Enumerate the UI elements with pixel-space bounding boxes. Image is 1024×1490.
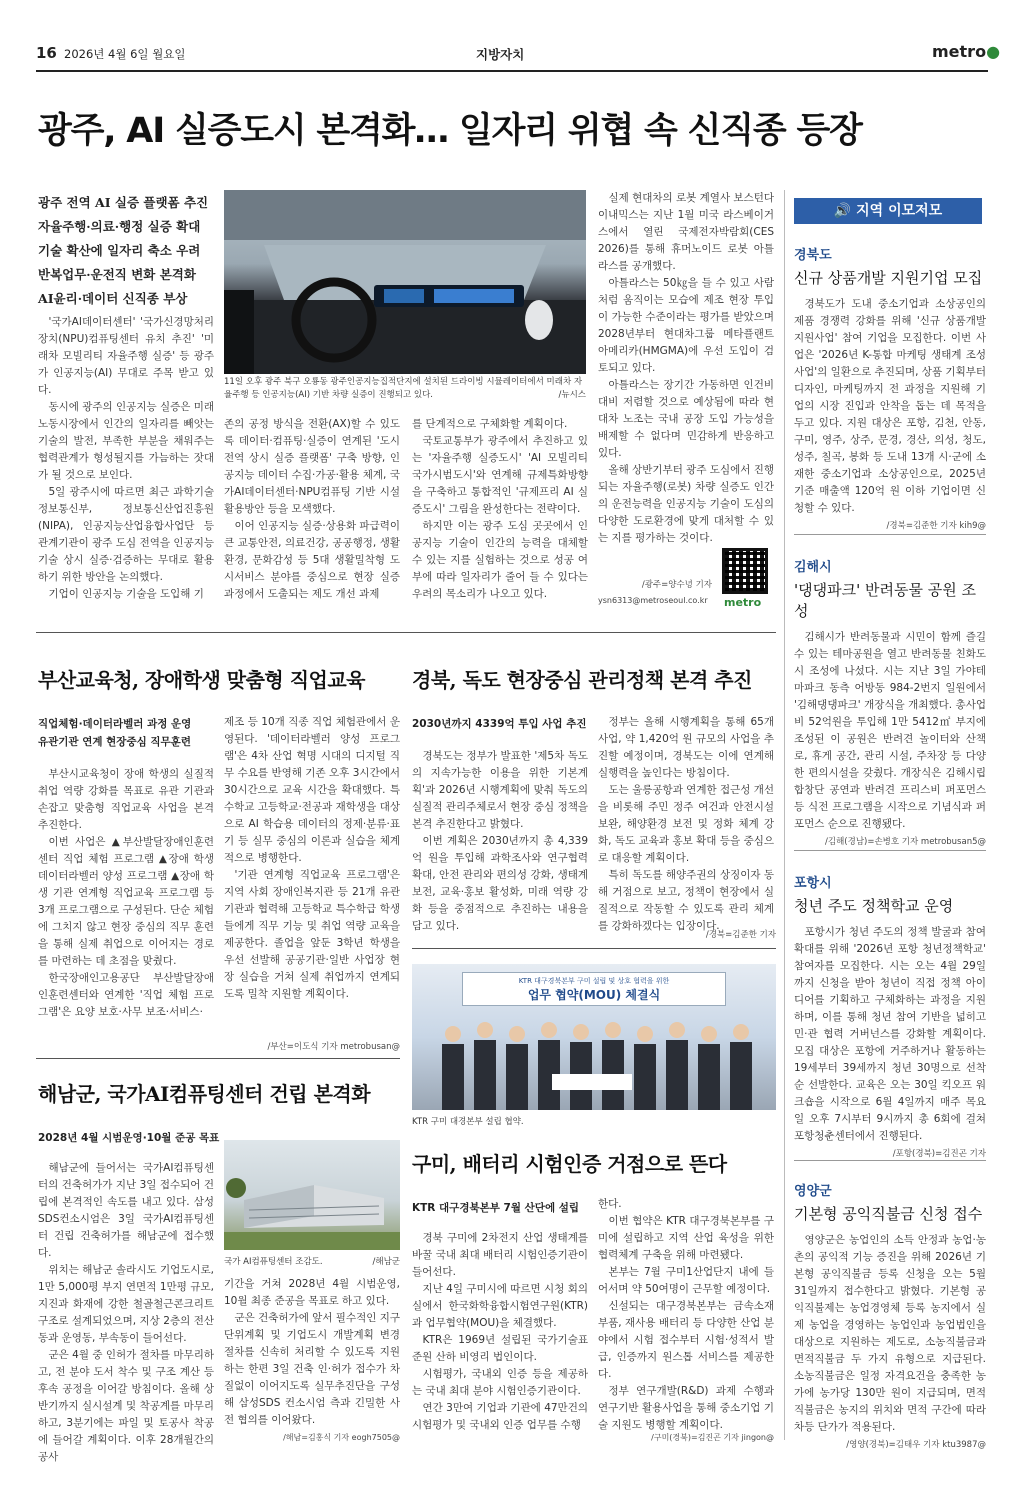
speaker-icon: 🔊	[833, 203, 852, 219]
sidebar-separator	[784, 190, 785, 1440]
haenam-column-1	[38, 1160, 214, 1466]
sidebar-divider	[794, 850, 986, 851]
gumi-subhead: KTR 대구경북본부 7월 산단에 설립	[412, 1202, 580, 1214]
busan-subhead-2: 유관기관 연계 현장중심 직무훈련	[38, 736, 191, 748]
lead-byline: /광주=양수녕 기자	[641, 580, 712, 590]
paragraph: 경북도는 정부가 발표한 '제5차 독도의 지속가능한 이용을 위한 기본계획'과 2026년 시행계획에 맞춰 독도의 실질적 관리주체로서 현장 중심 정책을 본격 추진한다고 밝혔다.	[412, 750, 588, 830]
sidebar-item-title: 청년 주도 정책학교 운영	[794, 897, 954, 915]
paragraph: 한다.	[598, 1198, 622, 1210]
paragraph: 아틀라스는 장기간 가동하면 인건비 대비 저렴할 것으로 예상됨에 따라 현대차 노조는 국내 공장 도입 가능성을 배제할 수 없다며 민감하게 반응하고 있다.	[598, 379, 774, 459]
lead-column-2	[224, 416, 400, 603]
busan-headline: 부산교육청, 장애학생 맞춤형 직업교육	[38, 668, 365, 692]
sidebar-item-byline: /김해(경남)=손병호 기자 metrobusan5@	[825, 837, 986, 847]
sidebar-item	[794, 556, 986, 847]
haenam-caption: 국가 AI컴퓨팅센터 조감도. /해남군	[224, 1257, 400, 1267]
paragraph: 이번 사업은 ▲부산발달장애인훈련센터 직업 체험 프로그램 ▲장애 학생 데이터라벨러 양성 프로그램 ▲장애 학생 기관 연계형 직업교육 프로그램 등 3개 프로그램으로 구성된다. 단순 체험에 그치지 않고 현장 중심의 직무 훈련을 통해 실제 취업으로 이어지는 경로를 마련하는 데 초점을 맞췄다.	[38, 836, 214, 967]
sidebar-item	[794, 244, 986, 531]
sidebar-item-region: 경북도	[794, 248, 832, 263]
paragraph: 연간 3만여 기업과 기관에 47만건의 시험평가 및 국내외 인증 업무를 수행	[412, 1402, 588, 1431]
paragraph: 기업이 인공지능 기술을 도입해 기	[48, 588, 204, 600]
page-header	[36, 40, 1001, 70]
busan-bottom-rule	[36, 1058, 400, 1059]
haenam-subhead: 2028년 4월 시범운영·10월 준공 목표	[38, 1132, 220, 1144]
paragraph: 해남군에 들어서는 국가AI컴퓨팅센터의 건축허가가 지난 3일 접수되어 건립에 본격적인 속도를 내고 있다. 삼성SDS컨소시엄은 3일 국가AI컴퓨팅센터 건립 건축허가를 해남군에 접수했다.	[38, 1162, 214, 1259]
gumi-byline: /구미(경북)=김진곤 기자 jingon@	[651, 1433, 774, 1442]
paragraph: '기관 연계형 직업교육 프로그램'은 지역 사회 장애인복지관 등 21개 유관 기관과 협력해 고등학교 특수학급 학생들에게 직무 기능 및 취업 역량 교육을 제공한다. 졸업을 앞둔 3학년 학생을 우선 선발해 공공기관·일반 사업장 현장 실습을 거쳐 실제 취업까지 연계되도록 밀착 지원할 계획이다.	[224, 869, 400, 1000]
mou-banner	[462, 972, 726, 1006]
sidebar-item-body: 경북도가 도내 중소기업과 소상공인의 제품 경쟁력 강화를 위해 '신규 상품개발 지원사업' 참여 기업을 모집한다. 이번 사업은 '2026년 K-통합 마케팅 생태계 조성사업'의 일환으로 추진되며, 상품 기획부터 디자인, 마케팅까지 전 과정을 지원해 기업의 시장 진입과 안착을 돕는 데 목적을 두고 있다. 지원 대상은 포항, 김천, 안동, 구미, 영주, 상주, 문경, 경산, 의성, 청도, 성주, 칠곡, 봉화 등 도내 13개 시·군에 소재한 중소기업과 소상공인으로, 2025년 기준 매출액 120억 원 이하 기업이면 신청할 수 있다.	[794, 298, 987, 514]
busan-column-1	[38, 766, 214, 1021]
sidebar-item-body: 포항시가 청년 주도의 정책 발굴과 참여 확대를 위해 '2026년 포항 청년정책학교' 참여자를 모집한다. 시는 오는 4월 29일까지 신청을 받아 청년이 직접 정책 아이디어를 기획하고 구체화하는 과정을 지원하며, 이를 통해 청년 참여 기반을 넓히고 민·관 협력 거버넌스를 강화할 계획이다. 모집 대상은 포항에 거주하거나 활동하는 19세부터 39세까지 청년 30명으로 선착순 선발한다. 교육은 오는 30일 킥오프 워크숍을 시작으로 6월 4일까지 매주 목요일 오후 7시부터 9시까지 총 6회에 걸쳐 포항청춘센터에서 진행된다.	[794, 926, 986, 1142]
paragraph: 아틀라스는 50㎏을 들 수 있고 사람처럼 움직이는 모습에 제조 현장 투입이 가능한 수준이라는 평가를 받았으며 2028년부터 현대차그룹 메타플랜트 아메리카(HMGMA)에 우선 도입이 검토되고 있다.	[598, 277, 774, 374]
sidebar-divider	[794, 1160, 986, 1161]
lead-subheads	[38, 191, 214, 311]
sidebar-item-byline: /영양(경북)=김태우 기자 ktu3987@	[846, 1440, 986, 1450]
qr-code[interactable]	[722, 548, 768, 594]
gumi-column-1	[412, 1230, 588, 1434]
section-name: 지방자치	[476, 47, 525, 62]
gumi-mou-photo	[412, 964, 776, 1110]
paragraph: 국토교통부가 광주에서 추진하고 있는 '자율주행 실증도시' 'AI 모빌리티 국가시범도시'와 연계해 규제특화방향을 구축하고 통합적인 '규제프리 AI 실증도시' 그림을 완성한다는 전략이다.	[412, 435, 588, 515]
paragraph: KTR은 1969년 설립된 국가기술표준원 산하 비영리 법인이다.	[412, 1334, 588, 1363]
lead-column-3	[412, 416, 588, 603]
paragraph: 도는 울릉공항과 연계한 접근성 개선을 비롯해 주민 정주 여건과 안전시설 보완, 해양환경 보전 및 정화 체계 강화, 독도 교육과 홍보 확대 등을 중심으로 대응할 계획이다.	[598, 784, 774, 864]
lead-subhead: 자율주행·의료·행정 실증 확대	[38, 219, 201, 234]
dokdo-subhead: 2030년까지 4339억 투입 사업 추진	[412, 718, 587, 730]
paragraph: 군은 4월 중 인허가 절차를 마무리하고, 전 분야 도서 착수 및 구조 계산 등 후속 공정을 이어갈 방침이다. 올해 상반기까지 실시설계 및 착공계를 마무리하고, 3분기에는 파일 및 토공사 착공에 들어갈 계획이다. 이후 28개월간의 공사	[38, 1349, 214, 1463]
paragraph: 기간을 거쳐 2028년 4월 시범운영, 10월 최종 준공을 목표로 하고 있다.	[224, 1278, 400, 1307]
busan-byline: /부산=이도식 기자 metrobusan@	[267, 1042, 400, 1052]
paragraph: 정부 연구개발(R&D) 과제 수행과 연구기반 활용사업을 통해 중소기업 기술 지원도 병행할 계획이다.	[598, 1385, 774, 1431]
paragraph: 정부는 올해 시행계획을 통해 65개 사업, 약 1,420억 원 규모의 사업을 추진할 예정이며, 경북도는 이에 연계해 실행력을 높인다는 방침이다.	[598, 716, 774, 779]
ai-center-rendering	[224, 1140, 400, 1250]
page-date: 2026년 4월 6일 월요일	[64, 47, 186, 61]
lead-column-1	[38, 314, 214, 603]
sidebar-item-title: '댕댕파크' 반려동물 공원 조성	[794, 581, 976, 620]
header-rule	[36, 70, 988, 72]
dokdo-byline: /경북=김준한 기자	[705, 930, 776, 940]
paragraph: 한국장애인고용공단 부산발달장애인훈련센터와 연계한 '직업 체험 프로그램'은 요양 보호·사무 보조·서비스·	[38, 972, 214, 1018]
sidebar-item	[794, 1180, 986, 1450]
paragraph: 를 단계적으로 구체화할 계획이다.	[412, 418, 568, 430]
paragraph: 이번 협약은 KTR 대구경북본부를 구미에 설립하고 지역 산업 육성을 위한 협력체계 구축을 위해 마련됐다.	[598, 1215, 774, 1261]
paragraph: 하지만 이는 광주 도심 곳곳에서 인공지능 기술이 인간의 능력을 대체할 수 있는 지를 실험하는 것으로 성공 여부에 따라 일자리가 줄어 들 수 있다는 우려의 목소리가 나오고 있다.	[412, 520, 588, 600]
busan-column-2	[224, 714, 400, 1003]
paragraph: 경북 구미에 2차전지 산업 생태계를 바꿀 국내 최대 배터리 시험인증기관이 들어선다.	[412, 1232, 588, 1278]
sidebar-item-title: 신규 상품개발 지원기업 모집	[794, 269, 983, 287]
sidebar-item-region: 김해시	[794, 560, 832, 575]
paragraph: 군은 건축허가에 앞서 필수적인 지구단위계획 및 기업도시 개발계획 변경 절차를 신속히 처리할 수 있도록 지원하는 한편 3일 건축 인·허가 접수가 차질없이 이어지도록 실무추진단을 구성해 삼성SDS 컨소시엄 측과 긴밀한 사전 협의를 이어왔다.	[224, 1312, 400, 1426]
paragraph: 부산시교육청이 장애 학생의 실질적 취업 역량 강화를 목표로 유관 기관과 손잡고 맞춤형 직업교육 사업을 본격 추진한다.	[38, 768, 214, 831]
paragraph: 올해 상반기부터 광주 도심에서 진행되는 자율주행(로봇) 차량 실증도 인간의 운전능력을 인공지능 기술이 도심의 다양한 도로환경에 맞게 대처할 수 있는 지를 평가하는 것이다.	[598, 464, 774, 544]
sidebar-item-region: 포항시	[794, 876, 832, 891]
sidebar-item-byline: /경북=김준한 기자 kih9@	[886, 521, 986, 531]
paragraph: '국가AI데이터센터' '국가신경망처리장치(NPU)컴퓨팅센터 유치 추진' '미래차 모빌리티 자율주행 실증' 등 광주가 인공지능(AI) 무대로 주목 받고 있다.	[38, 316, 214, 396]
sidebar-divider	[794, 534, 986, 535]
lead-email: ysn6313@metroseoul.co.kr	[598, 596, 708, 605]
dokdo-column-2	[598, 714, 774, 935]
paragraph: 실제 현대차의 로봇 계열사 보스턴다이내믹스는 지난 1월 미국 라스베이거스에서 열린 국제전자박람회(CES 2026)를 통해 휴머노이드 로봇 아틀라스를 공개했다.	[598, 192, 774, 272]
haenam-headline: 해남군, 국가AI컴퓨팅센터 건립 본격화	[38, 1082, 371, 1106]
paragraph: 위치는 해남군 솔라시도 기업도시로, 1만 5,000평 부지 연면적 1만평 규모, 지진과 화재에 강한 철골철근콘크리트 구조로 설계되었으며, 지상 2층의 전산동과 운영동, 부속동이 들어선다.	[38, 1264, 214, 1344]
busan-subhead-1: 직업체험·데이터라벨러 과정 운영	[38, 718, 192, 730]
metro-logo: metro●	[932, 42, 1001, 61]
car-interior-photo	[224, 190, 586, 374]
paragraph: 지난 4일 구미시에 따르면 시청 회의실에서 한국화학융합시험연구원(KTR)과 업무협약(MOU)을 체결했다.	[412, 1283, 588, 1329]
haenam-byline: /해남=김홍식 기자 eogh7505@	[283, 1433, 400, 1442]
lead-headline: 광주, AI 실증도시 본격화… 일자리 위협 속 신직종 등장	[38, 111, 862, 151]
paragraph: 본부는 7월 구미1산업단지 내에 들어서며 약 50여명이 근무할 예정이다.	[598, 1266, 774, 1295]
sidebar-item-body: 영양군은 농업인의 소득 안정과 농업·농촌의 공익적 기능 증진을 위해 2026년 기본형 공익직불금 등록 신청을 오는 5월 31일까지 접수한다고 밝혔다. 기본형 공익직불제는 농업경영체 등록 농지에서 실제 농업을 경영하는 농업인과 농업법인을 대상으로 지원하는 제도로, 소농직불금과 면적직불금 두 가지 유형으로 지급된다. 소농직불금은 일정 자격요건을 충족한 농가에 농가당 130만 원이 지급되며, 면적직불금은 농지의 위치와 면적 구간에 따라 차등 단가가 적용된다.	[794, 1234, 986, 1433]
lead-subhead: 반복업무·운전직 변화 본격화	[38, 267, 196, 282]
lead-bottom-rule	[36, 632, 776, 633]
paragraph: 이어 인공지능 실증·상용화 파급력이 큰 교통안전, 의료건강, 공공행정, 생활환경, 문화감성 등 5대 생활밀착형 도시서비스 분야를 중심으로 현장 실증 과정에서 도출되는 제도 개선 과제	[224, 520, 400, 600]
paragraph: 시험평가, 국내외 인증 등을 제공하는 국내 최대 분야 시험인증기관이다.	[412, 1368, 588, 1397]
sidebar-item-byline: /포항(경북)=김진곤 기자	[892, 1149, 986, 1159]
paragraph: 제조 등 10개 직종 직업 체험관에서 운영된다. '데이터라벨러 양성 프로그램'은 4차 산업 혁명 시대의 디지털 직무 수요를 반영해 기존 오후 3시간에서 30시간으로 교육 시간을 확대했다. 특수학교 고등학교·전공과 재학생을 대상으로 AI 학습용 데이터의 정제·분류·표기 등 실무 중심의 이론과 실습을 체계적으로 병행한다.	[224, 716, 400, 864]
lead-subhead: 광주 전역 AI 실증 플랫폼 추진	[38, 195, 209, 210]
lead-photo-caption: 11일 오후 광주 북구 오룡동 광주인공지능집적단지에 설치된 드라이빙 시뮬레이터에서 미래차 자율주행 등 인공지능(AI) 기반 차량 실증이 진행되고 있다. /뉴시스	[224, 377, 586, 400]
lead-subhead: 기술 확산에 일자리 축소 우려	[38, 243, 201, 258]
paragraph: 이번 계획은 2030년까지 총 4,339억 원을 투입해 과학조사와 연구협력 확대, 안전 관리와 편의성 강화, 생태계 보전, 교육·홍보 활성화, 미래 역량 강화 등을 중점적으로 추진하는 내용을 담고 있다.	[412, 835, 588, 932]
mou-banner-small: KTR 대구경북본부 구미 설립 및 상호 협력을 위한	[518, 977, 670, 985]
lead-subhead: AI윤리·데이터 신직종 부상	[38, 291, 188, 306]
paragraph: 5일 광주시에 따르면 최근 과학기술정보통신부, 정보통신산업진흥원(NIPA), 인공지능산업융합사업단 등 관계기관이 광주 도심 전역을 인공지능 기술 상시 실증·검증하는 무대로 활용하기 위한 방안을 논의했다.	[38, 486, 214, 583]
sidebar-banner	[794, 198, 982, 224]
gumi-photo-caption: KTR 구미 대경본부 설립 협약.	[412, 1117, 524, 1127]
dokdo-column-1	[412, 748, 588, 935]
dokdo-bottom-rule	[412, 948, 776, 949]
mou-banner-title: 업무 협약(MOU) 체결식	[527, 988, 661, 1002]
haenam-column-2	[224, 1276, 400, 1429]
paragraph: 특히 독도를 해양주권의 상징이자 동해 거점으로 보고, 정책이 현장에서 실질적으로 작동할 수 있도록 관리 체계를 강화하겠다는 입장이다.	[598, 869, 774, 932]
sidebar-item-title: 기본형 공익직불금 신청 접수	[794, 1205, 983, 1223]
paragraph: 존의 공정 방식을 전환(AX)할 수 있도록 데이터·컴퓨팅·실증이 연계된 '도시 전역 상시 실증 플랫폼' 구축 방향, 인공지능 데이터 수집·가공·활용 체계, 국가AI데이터센터·NPU컴퓨팅 기반 시설 활용방안 등을 모색했다.	[224, 418, 400, 515]
sidebar-banner-label: 지역 이모저모	[856, 203, 943, 219]
page-number: 16	[36, 44, 57, 62]
sidebar-item-body: 김해시가 반려동물과 시민이 함께 즐길 수 있는 테마공원을 열고 반려동물 친화도시 조성에 나섰다. 시는 지난 3일 가야테마파크 동측 어방동 984-2번지 일원에서 '김해댕댕파크' 개장식을 개최했다. 총사업비 52억원을 투입해 1만 5412㎡ 부지에 조성된 이 공원은 반려견 놀이터와 산책로, 휴게 공간, 관리 시설, 주차장 등 다양한 편의시설을 갖췄다. 개장식은 김해시립합창단 공연과 반려견 프리스비 퍼포먼스 등 식전 프로그램을 시작으로 기념식과 퍼포먼스 순으로 진행됐다.	[794, 631, 986, 830]
gumi-column-2	[598, 1196, 774, 1434]
qr-metro-logo: metro	[724, 596, 762, 609]
paragraph: 신설되는 대구경북본부는 금속소재부품, 재사용 배터리 등 다양한 산업 분야에서 시험 접수부터 시험·성적서 발급, 인증까지 원스톱 서비스를 제공한다.	[598, 1300, 774, 1380]
sidebar-item-region: 영양군	[794, 1184, 832, 1199]
gumi-headline: 구미, 배터리 시험인증 거점으로 뜬다	[412, 1152, 727, 1176]
lead-column-4	[598, 190, 774, 547]
dokdo-headline: 경북, 독도 현장중심 관리정책 본격 추진	[412, 668, 752, 692]
paragraph: 동시에 광주의 인공지능 실증은 미래 노동시장에서 인간의 일자리를 빼앗는 기술의 발전, 부족한 부분을 채워주는 협력관계가 형성될지를 가늠하는 잣대가 될 것으로 보인다.	[38, 401, 214, 481]
sidebar-item	[794, 872, 986, 1159]
